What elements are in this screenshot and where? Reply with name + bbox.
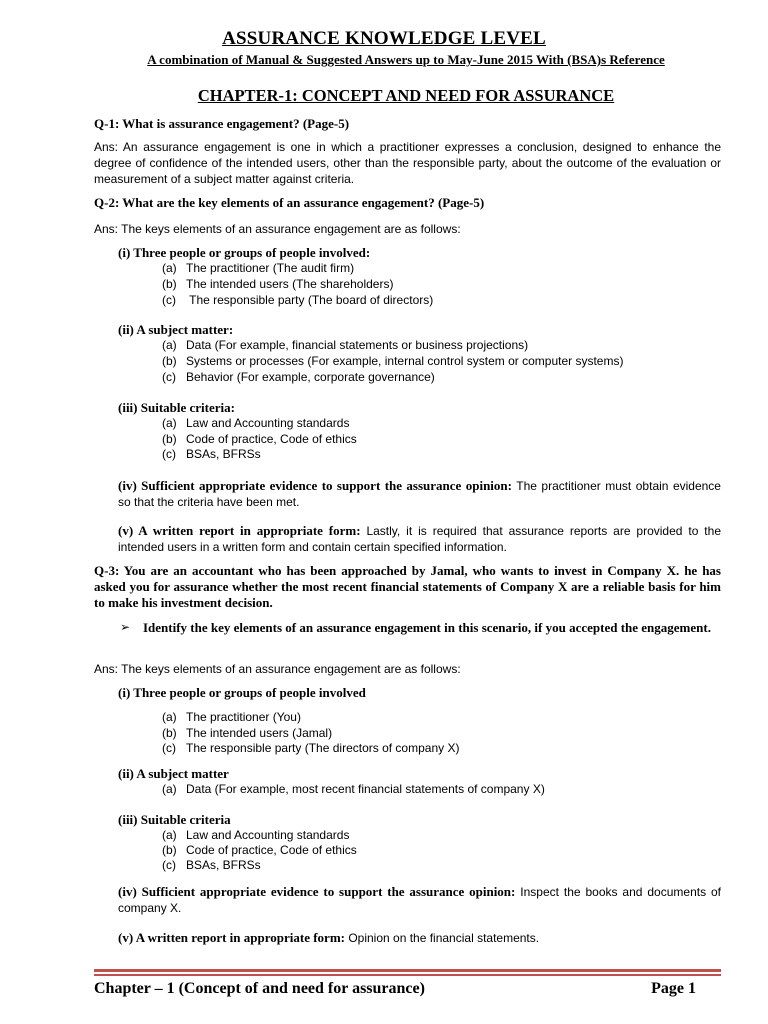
list-item: (c) BSAs, BFRSs: [162, 447, 261, 461]
list-item: (b) The intended users (Jamal): [162, 726, 333, 740]
q3-section-people: (i) Three people or groups of people involved: [118, 685, 366, 700]
document-title: ASSURANCE KNOWLEDGE LEVEL: [222, 28, 546, 49]
q2-question: Q-2: What are the key elements of an assurance engagement? (Page-5): [94, 195, 485, 210]
q3-section-report: (v) A written report in appropriate form: Opinion on the financial statements.: [118, 930, 540, 945]
q3-section-criteria: (iii) Suitable criteria: [118, 812, 231, 827]
q2-section-subject-matter: (ii) A subject matter:: [118, 322, 234, 337]
list-item: (b) Systems or processes (For example, internal control system or computer systems): [162, 354, 624, 368]
list-item: (a) Data (For example, financial statements or business projections): [162, 338, 529, 352]
list-item: (a) The practitioner (You): [162, 710, 301, 724]
list-item: (a) The practitioner (The audit firm): [162, 261, 355, 275]
q1-question: Q-1: What is assurance engagement? (Page-5): [94, 116, 350, 131]
q2-section-report: (v) A written report in appropriate form: Lastly, it is required that assurance reports are provided to the intended users in a written form and contain certain specified information.: [118, 523, 721, 554]
document-subtitle: A combination of Manual & Suggested Answers up to May-June 2015 With (BSA)s Reference: [147, 52, 665, 67]
list-item: (a) Data (For example, most recent financial statements of company X): [162, 782, 545, 796]
page-number: Page 1: [651, 980, 696, 997]
list-item: (b) Code of practice, Code of ethics: [162, 843, 357, 857]
q2-intro: Ans: The keys elements of an assurance engagement are as follows:: [94, 222, 461, 236]
q3-section-evidence: (iv) Sufficient appropriate evidence to support the assurance opinion: Inspect the books and documents of company X.: [118, 884, 721, 915]
chapter-heading: CHAPTER-1: CONCEPT AND NEED FOR ASSURANCE: [197, 86, 615, 105]
q2-section-evidence: (iv) Sufficient appropriate evidence to support the assurance opinion: The practitioner must obtain evidence so that the criteria have been met.: [118, 478, 721, 509]
q1-answer: Ans: An assurance engagement is one in which a practitioner expresses a conclusion, designed to enhance the degree of confidence of the intended users, other than the responsible party, about the outcome of the evaluation or measurement of a subject matter against criteria.: [94, 140, 721, 186]
q3-intro: Ans: The keys elements of an assurance engagement are as follows:: [94, 662, 461, 676]
list-item: (c) The responsible party (The directors of company X): [162, 741, 460, 755]
list-item: (c) BSAs, BFRSs: [162, 858, 261, 872]
list-item: (a) Law and Accounting standards: [162, 828, 350, 842]
footer-divider-thin: [94, 974, 721, 976]
list-item: (b) The intended users (The shareholders): [162, 277, 394, 291]
q3-section-subject-matter: (ii) A subject matter: [118, 766, 229, 781]
q2-section-people: (i) Three people or groups of people involved:: [118, 245, 371, 260]
list-item: (b) Code of practice, Code of ethics: [162, 432, 357, 446]
list-item: (c) The responsible party (The board of directors): [162, 293, 434, 307]
arrow-bullet-icon: ➢: [120, 620, 131, 634]
list-item: (a) Law and Accounting standards: [162, 416, 350, 430]
q3-question: Q-3: You are an accountant who has been approached by Jamal, who wants to invest in Company X. he has asked you for assurance whether the most recent financial statements of Company X are a reliable basis for him to make his investment decision.: [94, 563, 721, 610]
footer-divider: [94, 969, 721, 972]
list-item: (c) Behavior (For example, corporate governance): [162, 370, 435, 384]
q3-bullet: Identify the key elements of an assurance engagement in this scenario, if you accepted the engagement.: [143, 620, 711, 635]
q2-section-criteria: (iii) Suitable criteria:: [118, 400, 235, 415]
footer-chapter-label: Chapter – 1 (Concept of and need for assurance): [94, 980, 425, 997]
